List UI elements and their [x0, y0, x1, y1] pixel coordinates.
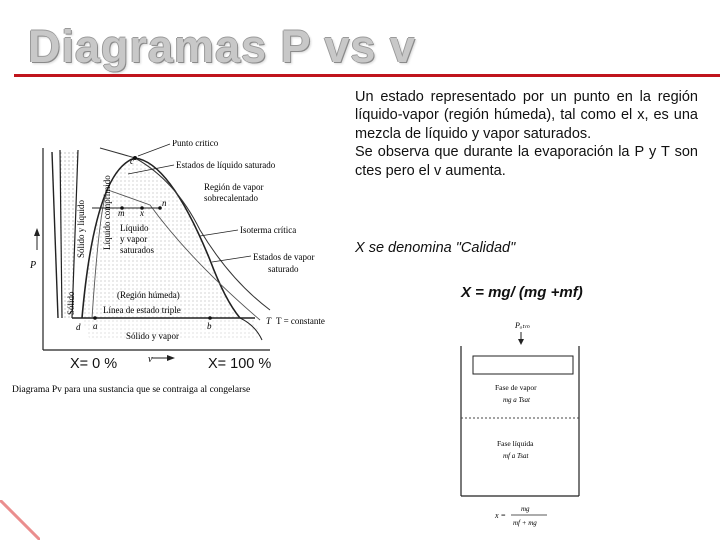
point-T-label: T	[266, 316, 272, 326]
label-vapor-saturado-2: saturado	[268, 264, 299, 274]
label-liquido-saturado: Estados de líquido saturado	[176, 160, 276, 170]
label-solido-liquido: Sólido y líquido	[76, 199, 86, 258]
cylinder-formula-den: mf + mg	[513, 519, 537, 527]
label-vapor-sobrecalentado-2: sobrecalentado	[204, 193, 258, 203]
point-c-label: c	[130, 156, 134, 166]
x-zero-label: X= 0 %	[70, 356, 118, 372]
pv-diagram	[0, 140, 345, 400]
calidad-text: X se denomina "Calidad"	[355, 240, 516, 256]
label-liquido-comprimido: Líquido comprimido	[102, 175, 112, 250]
description-sentence-2: Se observa que durante la evaporación la P y T son ctes pero el v aumenta.	[355, 144, 698, 179]
label-solido-vapor: Sólido y vapor	[126, 331, 179, 341]
point-a-label: a	[93, 321, 98, 331]
label-linea-triple: Línea de estado triple	[103, 305, 181, 315]
point-m-label: m	[118, 208, 125, 218]
piston	[473, 356, 573, 374]
point-n-label: n	[162, 198, 167, 208]
label-liquido-vapor-3: saturados	[120, 245, 154, 255]
cylinder-p-label: Pₐₜₘ	[515, 321, 530, 330]
axis-p-label: P	[30, 260, 37, 271]
cylinder-formula-lhs: x =	[495, 511, 506, 520]
liquid-phase-label: Fase líquida	[497, 439, 534, 448]
label-liquido-vapor-1: Líquido	[120, 223, 149, 233]
label-vapor-sobrecalentado-1: Región de vapor	[204, 182, 264, 192]
label-vapor-saturado-1: Estados de vapor	[253, 252, 315, 262]
label-isoterma: Isoterma crítica	[240, 225, 297, 235]
description-text	[355, 88, 698, 180]
title-underline	[14, 74, 720, 77]
label-region-humeda: (Región húmeda)	[117, 290, 180, 300]
quality-formula: X = mg/ (mg +mf)	[461, 284, 583, 301]
cylinder-diagram	[455, 318, 585, 540]
label-solido: Sólido	[66, 291, 76, 315]
label-punto-critico: Punto crítico	[172, 140, 219, 148]
x-hundred-label: X= 100 %	[208, 356, 272, 372]
point-d-label: d	[76, 322, 81, 332]
point-b-label: b	[207, 321, 212, 331]
slide-title: Diagramas P vs v	[28, 21, 416, 72]
liquid-phase-mass: mf a Tsat	[503, 452, 529, 460]
description-sentence-1: Un estado representado por un punto en la región líquido-vapor (región húmeda), tal como el x, es una mezcla de líquido y vapor saturados.	[355, 89, 698, 142]
label-liquido-vapor-2: y vapor	[120, 234, 148, 244]
cylinder-formula-num: mg	[521, 505, 530, 513]
corner-decoration	[0, 500, 40, 540]
point-x-label: x	[140, 208, 144, 218]
vapor-phase-mass: mg a Tsat	[503, 396, 530, 404]
diagram-caption: Diagrama Pv para una sustancia que se contraiga al congelarse	[12, 385, 251, 395]
label-t-constante: T = constante	[276, 316, 325, 326]
vapor-phase-label: Fase de vapor	[495, 383, 537, 392]
axis-v-label: v	[148, 354, 153, 365]
